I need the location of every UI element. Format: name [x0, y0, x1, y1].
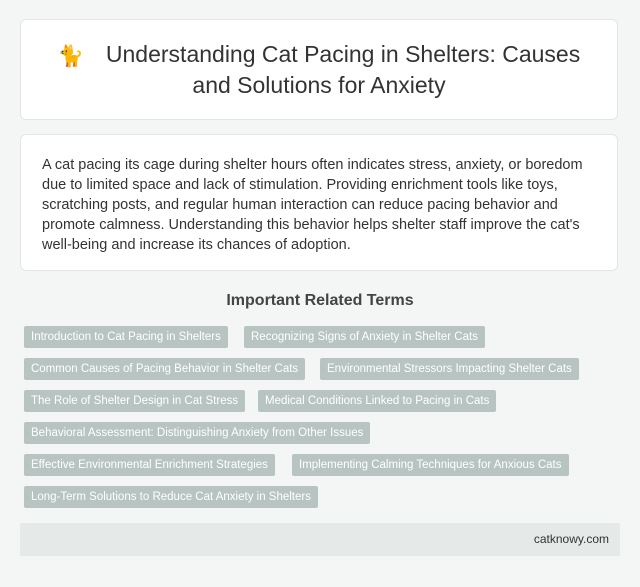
page-title-block	[39, 40, 599, 100]
footer-site-link[interactable]: catknowy.com	[533, 532, 609, 546]
related-terms-heading: Important Related Terms	[226, 292, 414, 309]
page-title: Understanding Cat Pacing in Shelters: Causes and Solutions for Anxiety	[105, 40, 581, 98]
related-term-tag[interactable]: Implementing Calming Techniques for Anxious Cats	[292, 454, 569, 476]
related-term-tag[interactable]: Recognizing Signs of Anxiety in Shelter Cats	[244, 326, 485, 348]
related-term-tag[interactable]: Common Causes of Pacing Behavior in Shelter Cats	[24, 358, 305, 380]
description-text: A cat pacing its cage during shelter hours often indicates stress, anxiety, or boredom due to limited space and lack of stimulation. Providing enrichment tools like toys, scratching posts, and regular human interaction can reduce pacing behavior and promote calmness. Understanding this behavior helps shelter staff improve the cat's well-being and increase its chances of adoption.	[42, 157, 583, 253]
related-term-tag[interactable]: Behavioral Assessment: Distinguishing Anxiety from Other Issues	[24, 422, 370, 444]
related-term-tag[interactable]: The Role of Shelter Design in Cat Stress	[24, 390, 245, 412]
cat-icon: 🐈	[57, 44, 84, 68]
related-term-tag[interactable]: Effective Environmental Enrichment Strategies	[24, 454, 275, 476]
related-term-tag[interactable]: Environmental Stressors Impacting Shelter Cats	[320, 358, 579, 380]
description-card	[20, 134, 618, 271]
related-term-tag[interactable]: Long-Term Solutions to Reduce Cat Anxiety in Shelters	[24, 486, 318, 508]
related-term-tag[interactable]: Introduction to Cat Pacing in Shelters	[24, 326, 228, 348]
related-term-tag[interactable]: Medical Conditions Linked to Pacing in Cats	[258, 390, 496, 412]
title-card	[20, 19, 618, 120]
footer	[20, 523, 620, 556]
